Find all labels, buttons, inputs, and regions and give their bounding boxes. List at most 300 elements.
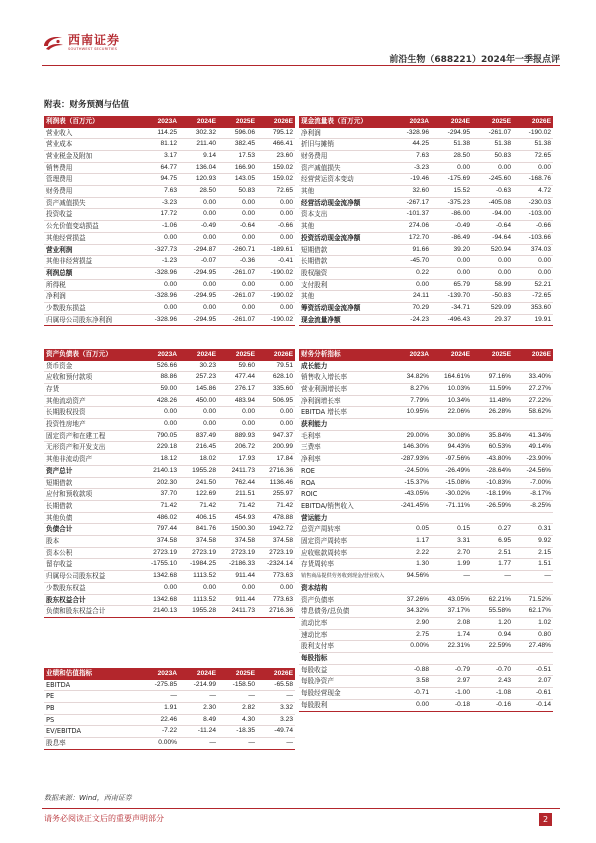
value-cell: 2.51 [472,547,513,559]
table-row [299,174,553,186]
value-cell: -15.37% [390,477,431,489]
table-row [44,512,295,524]
value-cell: -3.23 [390,162,431,174]
value-cell: 50.83 [218,186,257,198]
value-cell: 257.23 [179,372,218,384]
value-cell: 22.46 [140,714,179,726]
value-cell: 30.08% [431,430,472,442]
value-cell: 143.05 [218,174,257,186]
value-cell: 773.63 [257,571,295,583]
value-cell: -8.17% [513,489,553,501]
value-cell: -19.46 [390,174,431,186]
value-cell [513,361,553,372]
value-cell [513,653,553,665]
value-cell: 229.18 [140,442,179,454]
row-label: 其他负债 [44,512,140,524]
row-label: 应收和预付款项 [44,372,140,384]
value-cell: 2723.19 [179,547,218,559]
table-row [299,256,553,268]
row-label: 营业收入 [44,128,140,139]
row-label: 股权融资 [299,267,390,279]
value-cell: -23.90% [513,454,553,466]
year-header-cell: 2023A [390,349,431,361]
value-cell: -0.36 [218,256,257,268]
value-cell: 94.75 [140,174,179,186]
value-cell: -405.08 [472,197,513,209]
row-label: 长期借款 [299,256,390,268]
value-cell: 159.02 [257,174,295,186]
value-cell: 0.00 [472,162,513,174]
page-header [0,0,596,70]
value-cell: 2.08 [431,617,472,629]
value-cell: -190.02 [257,267,295,279]
value-cell: 216.45 [179,442,218,454]
row-label: 其他非流动资产 [44,454,140,466]
value-cell: -7.00% [513,477,553,489]
header-divider [42,65,560,66]
value-cell: 0.31 [513,524,553,536]
value-cell: -275.85 [140,680,179,691]
value-cell: -261.07 [218,291,257,303]
value-cell: -0.14 [513,699,553,711]
value-cell: 28.50 [431,150,472,162]
value-cell: 428.26 [140,395,179,407]
valuation-table [44,668,295,750]
value-cell: 1955.28 [179,465,218,477]
value-cell: 773.63 [257,594,295,606]
value-cell: 450.00 [179,395,218,407]
value-cell: 797.44 [140,524,179,536]
value-cell: 10.34% [431,395,472,407]
year-header-cell: 2025E [218,668,257,680]
value-cell: 71.52% [513,594,553,606]
value-cell: 19.91 [513,314,553,326]
value-cell: 146.30% [390,442,431,454]
value-cell: -72.65 [513,291,553,303]
value-cell: 18.12 [140,454,179,466]
value-cell: 0.00 [218,419,257,431]
table-row [299,559,553,571]
value-cell: 211.40 [179,139,218,151]
value-cell: -2324.14 [257,559,295,571]
table-row [44,606,295,618]
appendix-title: 附表：财务预测与估值 [44,100,130,110]
value-cell: 841.76 [179,524,218,536]
value-cell: 33.40% [513,372,553,384]
value-cell: 58.99 [472,279,513,291]
row-label: 少数股东损益 [44,303,140,315]
logo-mark-icon [42,34,64,52]
value-cell: 37.70 [140,489,179,501]
value-cell: 0.00 [140,582,179,594]
row-label: 每股收益 [299,664,390,676]
value-cell: 22.06% [431,407,472,419]
value-cell: 7.79% [390,395,431,407]
row-label: 净利率 [299,454,390,466]
value-cell: 0.00 [140,279,179,291]
table-row [299,186,553,198]
value-cell: 947.37 [257,430,295,442]
value-cell: 0.00 [472,256,513,268]
value-cell: -0.49 [179,221,218,233]
row-label: 归属母公司股东权益 [44,571,140,583]
value-cell: -86.49 [431,232,472,244]
value-cell: -30.02% [431,489,472,501]
table-title-cell: 利润表（百万元） [44,116,140,128]
table-row [299,653,553,665]
value-cell: 0.27 [472,524,513,536]
table-row [299,209,553,221]
value-cell: -328.96 [390,128,431,139]
value-cell: 22.31% [431,641,472,653]
table-row [44,500,295,512]
value-cell: 1113.52 [179,594,218,606]
value-cell: -189.61 [257,244,295,256]
value-cell: 520.94 [472,244,513,256]
value-cell: 41.34% [513,430,553,442]
value-cell: 0.00 [140,407,179,419]
table-row [44,714,295,726]
value-cell: 2716.36 [257,606,295,618]
value-cell: 2.82 [218,702,257,714]
value-cell: -103.00 [513,209,553,221]
value-cell: 529.09 [472,303,513,315]
value-cell: -168.76 [513,174,553,186]
table-row [44,279,295,291]
value-cell: 911.44 [218,594,257,606]
value-cell: -190.02 [257,291,295,303]
value-cell: 374.58 [218,536,257,548]
value-cell: -0.18 [431,699,472,711]
value-cell: 37.26% [390,594,431,606]
row-label: 短期借款 [299,244,390,256]
value-cell: -18.35 [218,726,257,738]
value-cell: -26.49% [431,465,472,477]
value-cell [390,512,431,524]
value-cell: 526.66 [140,361,179,372]
value-cell: -327.73 [140,244,179,256]
value-cell: 28.50 [179,186,218,198]
value-cell: -45.70 [390,256,431,268]
row-label: 净利润增长率 [299,395,390,407]
row-label: 短期借款 [44,477,140,489]
value-cell: 0.00 [140,419,179,431]
value-cell: -94.64 [472,232,513,244]
table-row [44,186,295,198]
value-cell: 9.92 [513,536,553,548]
table-row [44,477,295,489]
footer-divider [42,808,560,809]
row-label: 股利支付率 [299,641,390,653]
table-row [44,314,295,326]
value-cell: 79.51 [257,361,295,372]
row-label: 其他流动资产 [44,395,140,407]
value-cell: 0.00 [179,232,218,244]
value-cell: -43.80% [472,454,513,466]
value-cell: -24.50% [390,465,431,477]
value-cell: -328.96 [140,291,179,303]
value-cell: -1755.10 [140,559,179,571]
value-cell: 59.00 [140,383,179,395]
value-cell: -261.07 [218,267,257,279]
logo-name: 西南证券 [68,33,121,48]
value-cell [472,582,513,594]
value-cell: 0.00 [472,267,513,279]
value-cell: 241.50 [179,477,218,489]
value-cell [390,582,431,594]
value-cell: 911.44 [218,571,257,583]
year-header-cell: 2026E [257,349,295,361]
table-row [44,303,295,315]
table-row [44,691,295,703]
value-cell [472,361,513,372]
income-statement-table [44,116,295,326]
value-cell: 27.27% [513,383,553,395]
value-cell: 51.38 [431,139,472,151]
row-label: 无形资产和开发支出 [44,442,140,454]
value-cell: 2140.13 [140,465,179,477]
value-cell: 2140.13 [140,606,179,618]
value-cell: 477.44 [218,372,257,384]
value-cell: — [140,691,179,703]
table-row [299,232,553,244]
table-row [299,442,553,454]
row-label: 应收账款周转率 [299,547,390,559]
row-label: 营业税金及附加 [44,150,140,162]
row-label: 营运能力 [299,512,390,524]
value-cell: -101.37 [390,209,431,221]
year-header-cell: 2025E [218,116,257,128]
value-cell: 353.60 [513,303,553,315]
row-label: 其他 [299,186,390,198]
value-cell: -97.56% [431,454,472,466]
table-row [299,547,553,559]
row-label: 管理费用 [44,174,140,186]
value-cell: 0.00 [390,699,431,711]
value-cell: 6.95 [472,536,513,548]
table-row [299,465,553,477]
value-cell: 0.00 [218,232,257,244]
row-label: 销售收入增长率 [299,372,390,384]
value-cell: 122.69 [179,489,218,501]
value-cell: 506.95 [257,395,295,407]
table-row [44,430,295,442]
year-header-cell: 2026E [257,668,295,680]
value-cell: -1.23 [140,256,179,268]
year-header-cell: 2023A [390,116,431,128]
value-cell: 64.77 [140,162,179,174]
value-cell: 1500.30 [218,524,257,536]
value-cell: 24.11 [390,291,431,303]
value-cell: 17.84 [257,454,295,466]
value-cell: 0.00 [179,279,218,291]
financial-ratios-table [299,349,553,712]
table-row [299,477,553,489]
value-cell: 2.75 [390,629,431,641]
value-cell: 7.63 [140,186,179,198]
value-cell: 302.32 [179,128,218,139]
table-row [299,512,553,524]
value-cell: -1.00 [431,688,472,700]
value-cell: 0.15 [431,524,472,536]
table-row [299,279,553,291]
row-label: 营业利润 [44,244,140,256]
table-row [44,383,295,395]
value-cell: -294.95 [431,128,472,139]
value-cell: -18.19% [472,489,513,501]
value-cell: 1955.28 [179,606,218,618]
row-label: 每股指标 [299,653,390,665]
value-cell: 62.17% [513,606,553,618]
value-cell: -0.88 [390,664,431,676]
value-cell: 1.20 [472,617,513,629]
value-cell [431,361,472,372]
row-label: 长期借款 [44,500,140,512]
row-label: 带息债务/总负债 [299,606,390,618]
value-cell: 0.00 [257,279,295,291]
value-cell: 0.22 [390,267,431,279]
value-cell [431,653,472,665]
value-cell: 39.20 [431,244,472,256]
row-label: 资本支出 [299,209,390,221]
value-cell: 0.94 [472,629,513,641]
year-header-cell: 2024E [431,349,472,361]
value-cell: -65.58 [257,680,295,691]
row-label: 三费率 [299,442,390,454]
value-cell: -0.49 [431,221,472,233]
value-cell: 72.65 [513,150,553,162]
value-cell: -241.45% [390,500,431,512]
table-row [299,699,553,711]
value-cell: -294.87 [179,244,218,256]
table-row [44,197,295,209]
value-cell: 790.05 [140,430,179,442]
value-cell: -34.71 [431,303,472,315]
value-cell: 335.60 [257,383,295,395]
value-cell: 202.30 [140,477,179,489]
value-cell: 51.38 [472,139,513,151]
value-cell: -1984.25 [179,559,218,571]
value-cell: -0.41 [257,256,295,268]
year-header-cell: 2025E [472,116,513,128]
table-title-cell: 资产负债表（百万元） [44,349,140,361]
value-cell: 0.00 [513,267,553,279]
value-cell: -294.95 [179,267,218,279]
value-cell: 3.58 [390,676,431,688]
value-cell: 0.00 [179,407,218,419]
value-cell: 1.02 [513,617,553,629]
table-row [299,454,553,466]
value-cell: 382.45 [218,139,257,151]
value-cell: 2.97 [431,676,472,688]
value-cell: 17.72 [140,209,179,221]
value-cell: -0.64 [218,221,257,233]
value-cell: 374.58 [257,536,295,548]
table-row [299,221,553,233]
value-cell: 2.70 [431,547,472,559]
value-cell: 837.49 [179,430,218,442]
table-row [44,442,295,454]
value-cell: 43.05% [431,594,472,606]
value-cell: 2.90 [390,617,431,629]
value-cell: 0.00 [218,209,257,221]
value-cell: -496.43 [431,314,472,326]
value-cell: — [218,691,257,703]
value-cell: 27.48% [513,641,553,653]
value-cell: 1342.68 [140,571,179,583]
value-cell: 71.42 [257,500,295,512]
value-cell: -86.00 [431,209,472,221]
value-cell: 59.60 [218,361,257,372]
value-cell: -50.83 [472,291,513,303]
value-cell: 0.00 [218,197,257,209]
value-cell: 0.05 [390,524,431,536]
value-cell: -267.17 [390,197,431,209]
value-cell: 35.84% [472,430,513,442]
value-cell: 0.00 [431,256,472,268]
value-cell: 0.00 [179,419,218,431]
table-row [299,372,553,384]
value-cell: 10.03% [431,383,472,395]
value-cell: 478.88 [257,512,295,524]
table-row [44,407,295,419]
table-row [44,702,295,714]
value-cell: 274.06 [390,221,431,233]
value-cell: 4.30 [218,714,257,726]
table-row [44,571,295,583]
table-row [299,128,553,139]
value-cell: 49.14% [513,442,553,454]
table-row [44,465,295,477]
value-cell: 0.00 [218,303,257,315]
year-header-cell: 2024E [179,116,218,128]
table-row [44,594,295,606]
table-row [44,174,295,186]
value-cell: -0.51 [513,664,553,676]
table-row [299,524,553,536]
table-row [299,162,553,174]
value-cell: -0.16 [472,699,513,711]
value-cell: 145.86 [179,383,218,395]
value-cell: -28.64% [472,465,513,477]
row-label: 成长能力 [299,361,390,372]
year-header-cell: 2026E [513,116,553,128]
value-cell: -24.56% [513,465,553,477]
table-row [44,150,295,162]
logo-name-en: SOUTHWEST SECURITIES [68,47,118,52]
value-cell: 596.06 [218,128,257,139]
table-row [44,582,295,594]
value-cell: 34.82% [390,372,431,384]
value-cell: 120.93 [179,174,218,186]
row-label: 投资活动现金流净额 [299,232,390,244]
value-cell: 0.00 [257,209,295,221]
table-header-row [44,116,295,128]
value-cell: 2.15 [513,547,553,559]
value-cell: -26.59% [472,500,513,512]
value-cell: 795.12 [257,128,295,139]
value-cell: 1.17 [390,536,431,548]
row-label: 获利能力 [299,419,390,431]
row-label: 其他经营损益 [44,232,140,244]
table-row [299,617,553,629]
value-cell: 0.00 [257,232,295,244]
row-label: 负债合计 [44,524,140,536]
value-cell: 0.00 [179,197,218,209]
value-cell: 114.25 [140,128,179,139]
row-label: PS [44,714,140,726]
row-label: ROA [299,477,390,489]
